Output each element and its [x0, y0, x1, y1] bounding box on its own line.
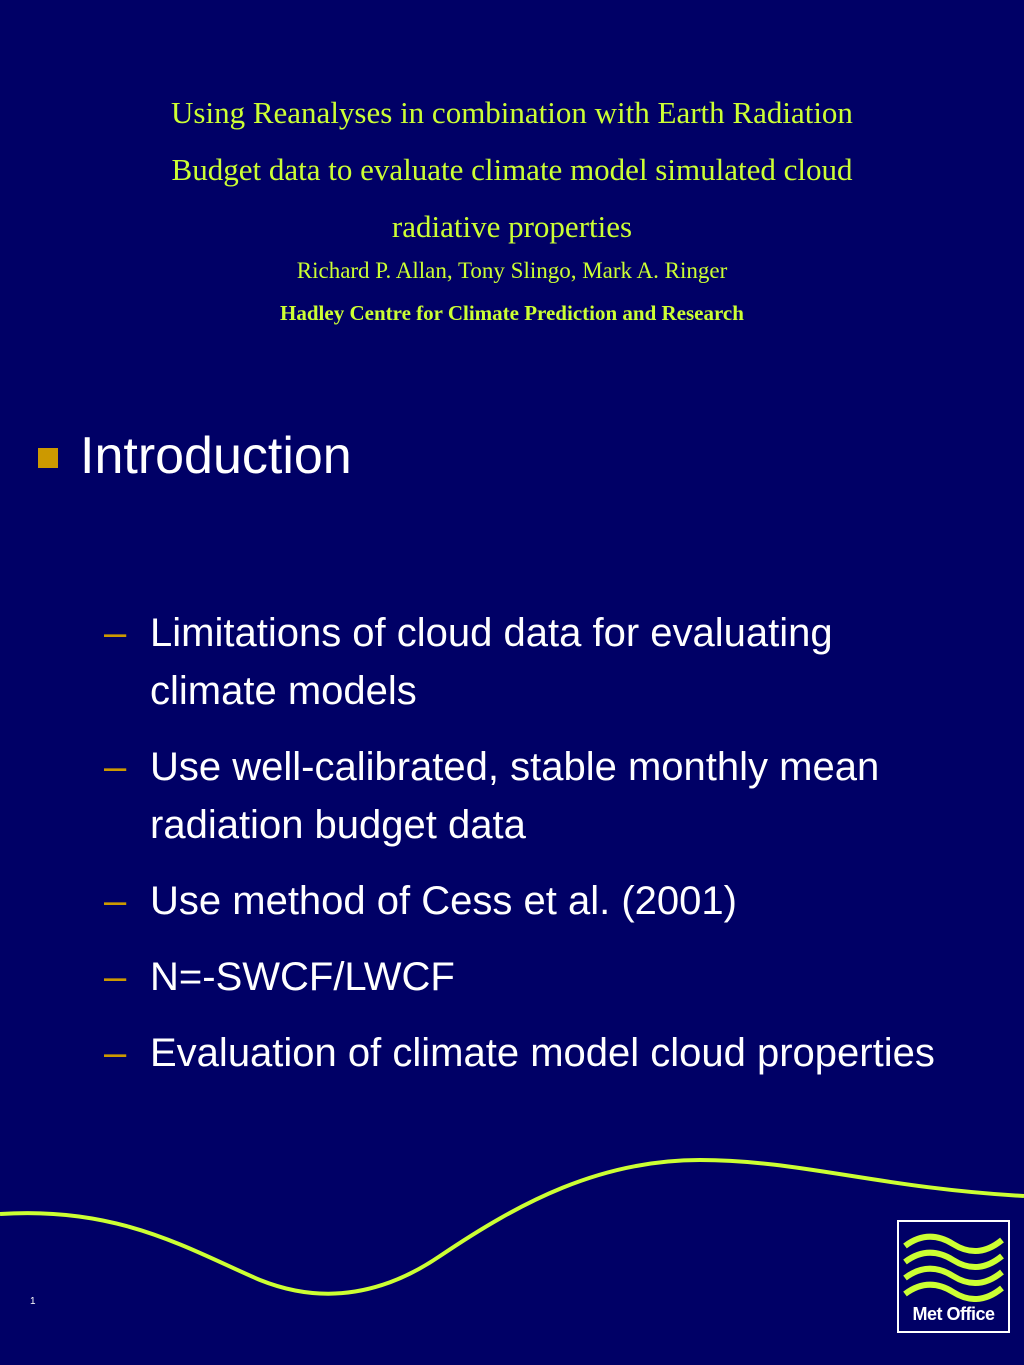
- sub-bullet-item: [104, 738, 964, 854]
- logo-wave-icon: [903, 1226, 1004, 1302]
- affiliation: Hadley Centre for Climate Prediction and Research: [280, 301, 744, 325]
- page-number: 1: [30, 1296, 36, 1307]
- sub-bullet-item: [104, 948, 964, 1006]
- main-bullet: [38, 424, 352, 488]
- dash-bullet-icon: –: [104, 879, 127, 923]
- sub-bullet-text: Use method of Cess et al. (2001): [150, 879, 737, 923]
- dash-bullet-icon: –: [104, 745, 127, 789]
- sub-bullet-text: Use well-calibrated, stable monthly mean radiation budget data: [150, 745, 880, 847]
- sub-bullet-item: [104, 872, 964, 930]
- square-bullet-icon: [38, 448, 58, 468]
- sub-bullet-item: [104, 1024, 964, 1082]
- logo-label: Met Office: [912, 1304, 995, 1324]
- decorative-wave-icon: [0, 1140, 1024, 1310]
- sub-bullet-list: [104, 604, 964, 1100]
- dash-bullet-icon: –: [104, 955, 127, 999]
- sub-bullet-text: Evaluation of climate model cloud properties: [150, 1031, 935, 1075]
- title-line-1: Using Reanalyses in combination with Earth Radiation: [171, 95, 853, 130]
- authors: Richard P. Allan, Tony Slingo, Mark A. Ringer: [296, 258, 728, 283]
- title-line-2: Budget data to evaluate climate model simulated cloud: [171, 152, 853, 187]
- main-bullet-text: Introduction: [80, 427, 352, 485]
- dash-bullet-icon: –: [104, 1031, 127, 1075]
- dash-bullet-icon: –: [104, 611, 127, 655]
- met-office-logo-icon: [897, 1220, 1010, 1333]
- sub-bullet-text: N=-SWCF/LWCF: [150, 955, 455, 999]
- sub-bullet-item: [104, 604, 964, 720]
- sub-bullet-text: Limitations of cloud data for evaluating climate models: [150, 611, 833, 713]
- title-line-3: radiative properties: [391, 209, 633, 244]
- title-block: [60, 84, 964, 335]
